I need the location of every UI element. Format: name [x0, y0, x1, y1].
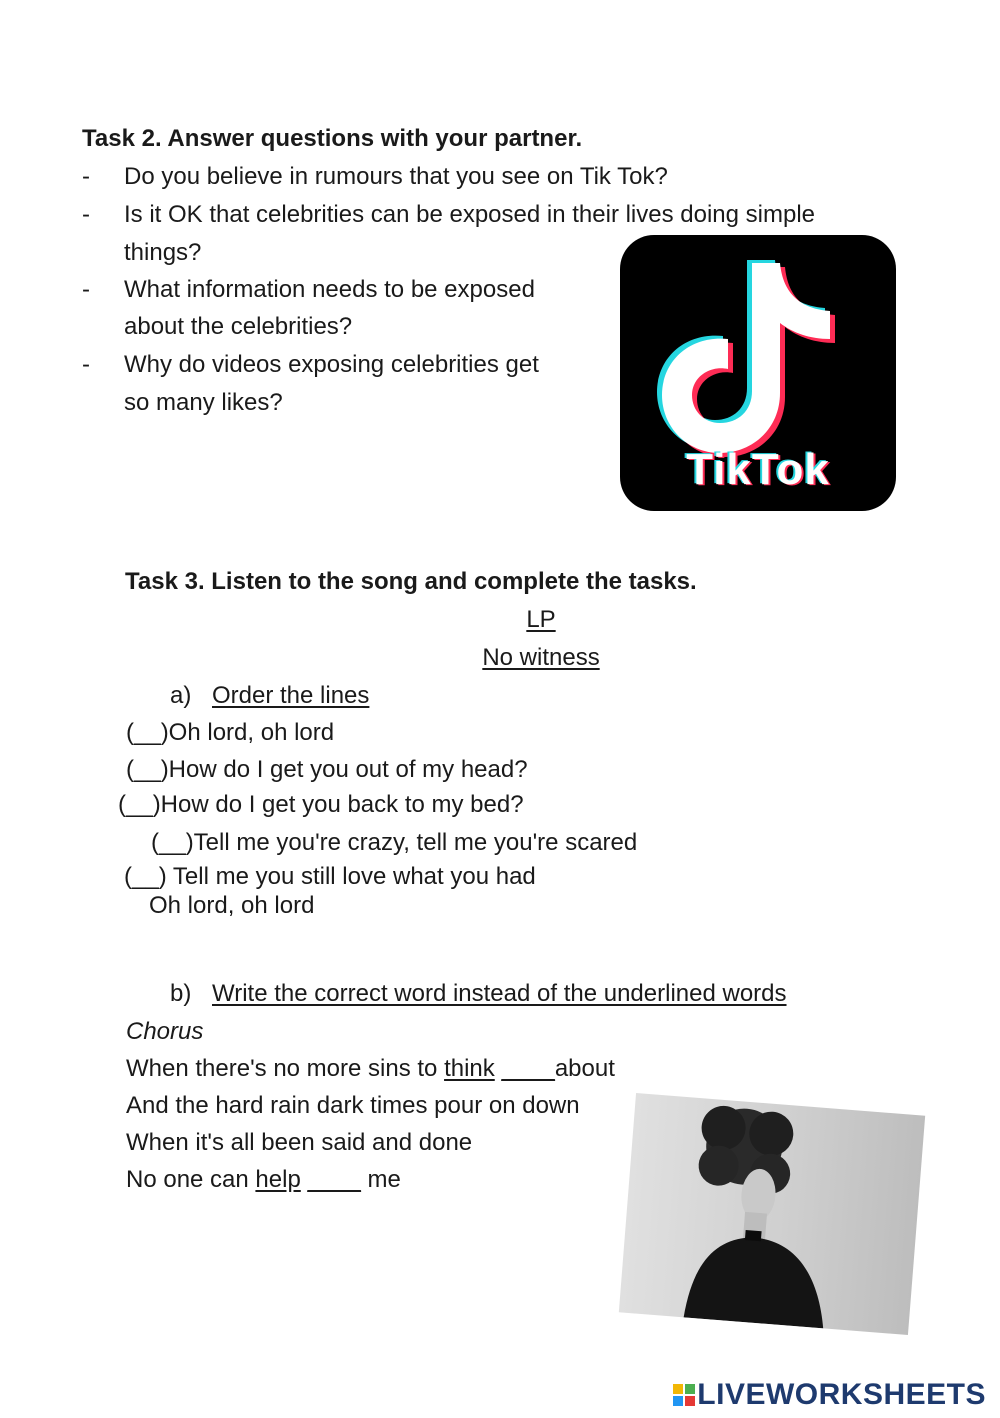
- liveworksheets-wordmark: LIVEWORKSHEETS: [697, 1378, 986, 1411]
- order-line-5: (__) Tell me you still love what you had: [124, 863, 536, 890]
- task2-title: Task 2. Answer questions with your partner.: [82, 125, 583, 152]
- part-b-marker: b): [170, 980, 192, 1007]
- question-2-line-2: things?: [124, 239, 202, 266]
- underlined-word-think: think: [444, 1055, 495, 1082]
- chorus-line-1: [126, 1054, 615, 1084]
- chorus-line-1-post: about: [554, 1055, 615, 1082]
- question-4-line-1: Why do videos exposing celebrities get: [124, 351, 539, 378]
- answer-blank-1[interactable]: ____: [501, 1055, 555, 1082]
- order-line-4: (__)Tell me you're crazy, tell me you're scared: [151, 829, 638, 856]
- order-line-1: (__)Oh lord, oh lord: [126, 719, 335, 746]
- dash: -: [82, 276, 90, 303]
- dash: -: [82, 163, 90, 190]
- order-line-2: (__)How do I get you out of my head?: [126, 756, 528, 783]
- question-4-line-2: so many likes?: [124, 389, 283, 416]
- artist-silhouette-icon: [619, 1093, 925, 1335]
- chorus-line-4-pre: No one can: [126, 1166, 256, 1193]
- question-3-line-1: What information needs to be exposed: [124, 276, 535, 303]
- part-a-heading: Order the lines: [212, 682, 370, 709]
- chorus-line-2: And the hard rain dark times pour on down: [126, 1092, 580, 1119]
- artist-photo: [619, 1093, 925, 1335]
- question-3-line-2: about the celebrities?: [124, 313, 353, 340]
- question-1: Do you believe in rumours that you see on Tik Tok?: [124, 163, 668, 190]
- tiktok-wordmark: TikTok: [686, 445, 830, 494]
- tiktok-logo: [620, 235, 896, 511]
- liveworksheets-brand: [673, 1378, 986, 1412]
- chorus-line-3: When it's all been said and done: [126, 1129, 473, 1156]
- order-line-3: (__)How do I get you back to my bed?: [118, 791, 524, 818]
- chorus-line-4: [126, 1165, 401, 1195]
- chorus-line-4-post: me: [360, 1166, 401, 1193]
- dash: -: [82, 351, 90, 378]
- order-line-6: Oh lord, oh lord: [149, 892, 315, 919]
- underlined-word-help: help: [255, 1166, 301, 1193]
- question-2-line-1: Is it OK that celebrities can be exposed in their lives doing simple: [124, 201, 816, 228]
- chorus-label: Chorus: [126, 1018, 204, 1045]
- dash: -: [82, 201, 90, 228]
- part-a-marker: a): [170, 682, 192, 709]
- song-artist: LP: [526, 606, 556, 633]
- chorus-line-1-pre: When there's no more sins to: [126, 1055, 445, 1082]
- part-b-heading: Write the correct word instead of the underlined words: [212, 980, 787, 1007]
- task3-title: Task 3. Listen to the song and complete the tasks.: [125, 568, 697, 595]
- liveworksheets-logo-icon: [673, 1384, 695, 1406]
- answer-blank-2[interactable]: ____: [307, 1166, 361, 1193]
- song-title: No witness: [482, 644, 600, 671]
